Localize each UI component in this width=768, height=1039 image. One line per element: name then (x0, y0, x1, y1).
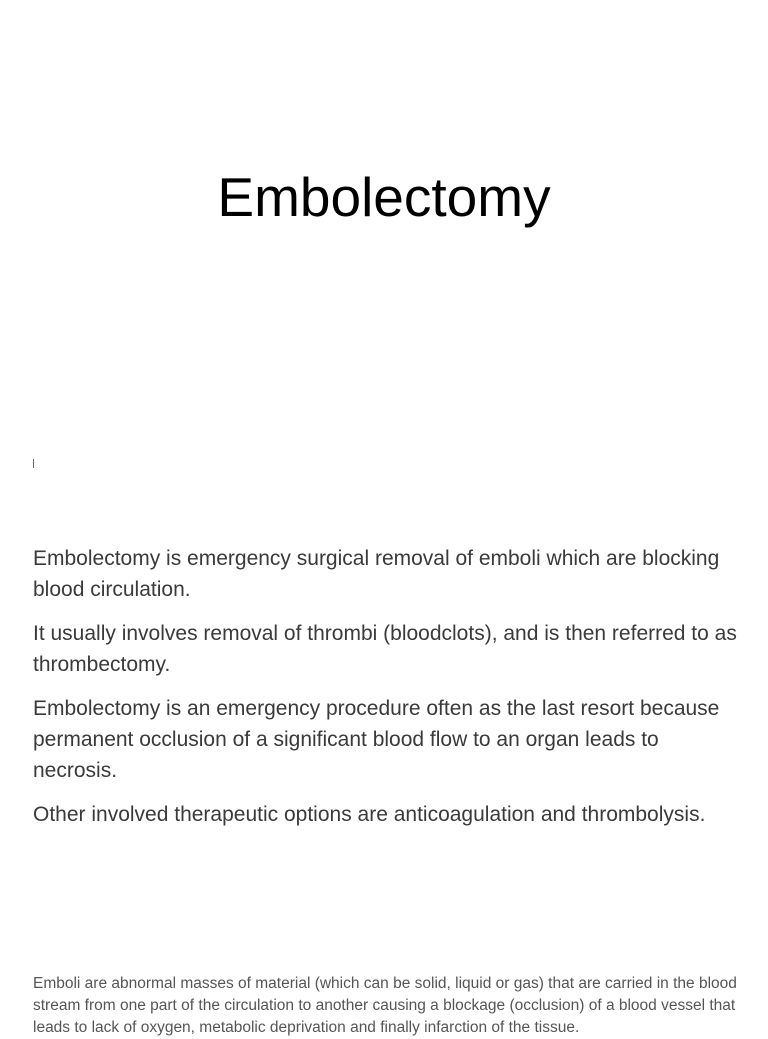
paragraph-emergency: Embolectomy is an emergency procedure often as the last resort because permanent occlusion of a significant blood flow to an organ leads to necrosis. (33, 697, 720, 782)
body-text (33, 543, 738, 843)
footnote-emboli: Emboli are abnormal masses of material (which can be solid, liquid or gas) that are carried in the blood stream from one part of the circulation to another causing a blockage (occlusion) of a blood vessel that leads to lack of oxygen, metabolic deprivation and finally infarction of the tissue. (33, 975, 737, 1036)
paragraph-thrombectomy: It usually involves removal of thrombi (bloodclots), and is then referred to as thrombectomy. (33, 622, 737, 676)
text-cursor-mark (33, 459, 34, 468)
page-title: Embolectomy (217, 166, 551, 228)
paragraph-definition: Embolectomy is emergency surgical removal of emboli which are blocking blood circulation. (33, 547, 720, 601)
paragraph-options: Other involved therapeutic options are anticoagulation and thrombolysis. (33, 803, 706, 826)
